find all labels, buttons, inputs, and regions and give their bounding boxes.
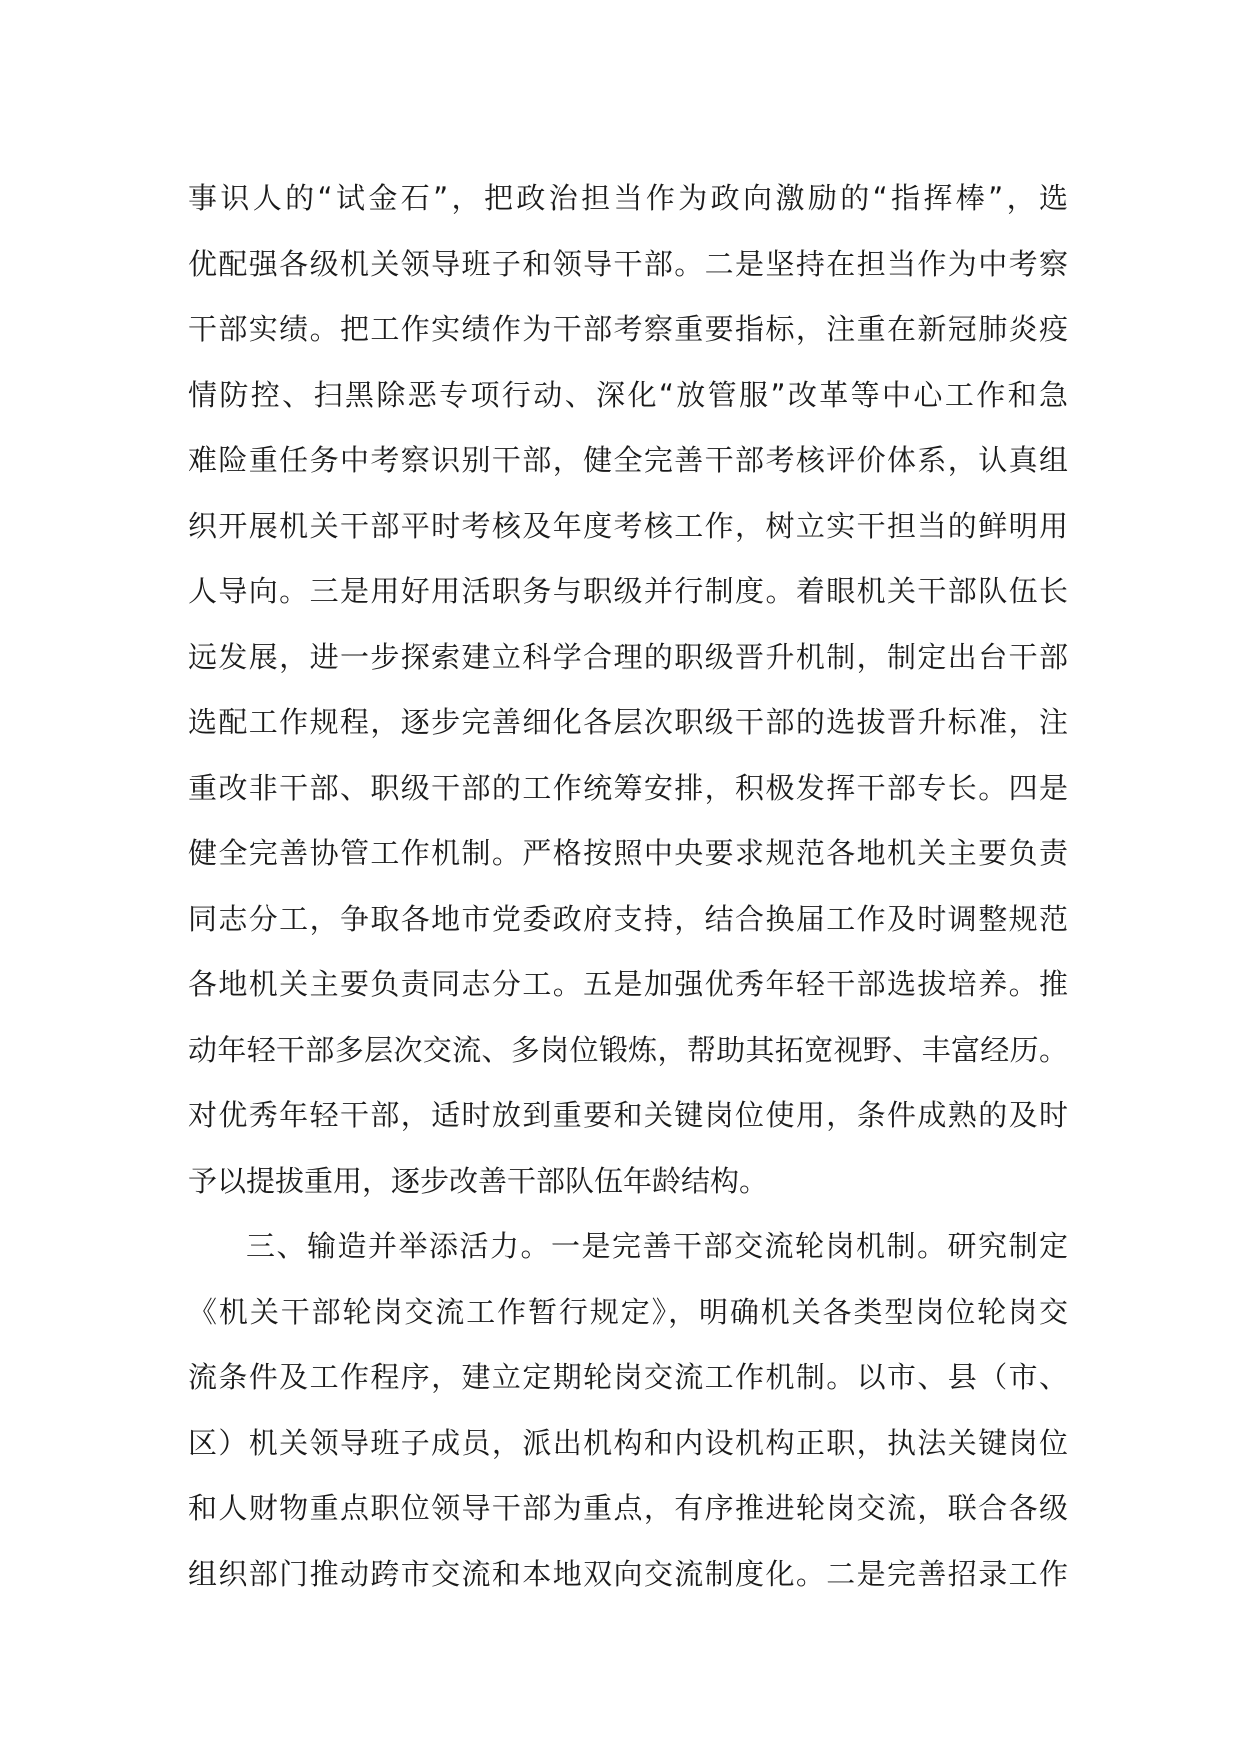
text-line-8: 远发展，进一步探索建立科学合理的职级晋升机制，制定出台干部 (188, 639, 1068, 674)
text-line-4: 情防控、扫黑除恶专项行动、深化“放管服”改革等中心工作和急 (188, 377, 1068, 412)
text-line-17: 三、输造并举添活力。一是完善干部交流轮岗机制。研究制定 (246, 1229, 1068, 1263)
text-line-3: 干部实绩。把工作实绩作为干部考察重要指标，注重在新冠肺炎疫 (188, 312, 1068, 346)
text-line-21: 和人财物重点职位领导干部为重点，有序推进轮岗交流，联合各级 (188, 1491, 1068, 1525)
text-line-7: 人导向。三是用好用活职务与职级并行制度。着眼机关干部队伍长 (188, 574, 1068, 608)
text-line-6: 织开展机关干部平时考核及年度考核工作，树立实干担当的鲜明用 (188, 508, 1068, 543)
text-line-14: 动年轻干部多层次交流、多岗位锻炼，帮助其拓宽视野、丰富经历。 (188, 1032, 1068, 1067)
text-line-18: 《机关干部轮岗交流工作暂行规定》，明确机关各类型岗位轮岗交 (188, 1294, 1068, 1329)
body-text (188, 166, 1068, 1607)
text-line-13: 各地机关主要负责同志分工。五是加强优秀年轻干部选拔培养。推 (188, 967, 1068, 1001)
text-line-10: 重改非干部、职级干部的工作统筹安排，积极发挥干部专长。四是 (188, 770, 1068, 805)
text-line-19: 流条件及工作程序，建立定期轮岗交流工作机制。以市、县（市、 (188, 1360, 1068, 1394)
text-line-5: 难险重任务中考察识别干部，健全完善干部考核评价体系，认真组 (188, 443, 1068, 477)
text-line-11: 健全完善协管工作机制。严格按照中央要求规范各地机关主要负责 (188, 836, 1068, 870)
text-line-22: 组织部门推动跨市交流和本地双向交流制度化。二是完善招录工作 (188, 1556, 1068, 1591)
text-line-20: 区）机关领导班子成员，派出机构和内设机构正职，执法关键岗位 (188, 1425, 1068, 1460)
text-line-12: 同志分工，争取各地市党委政府支持，结合换届工作及时调整规范 (188, 901, 1068, 936)
text-line-1: 事识人的“试金石”，把政治担当作为政向激励的“指挥棒”，选 (188, 181, 1068, 215)
text-line-2: 优配强各级机关领导班子和领导干部。二是坚持在担当作为中考察 (188, 246, 1068, 281)
text-line-9: 选配工作规程，逐步完善细化各层次职级干部的选拔晋升标准，注 (188, 705, 1068, 739)
text-line-15: 对优秀年轻干部，适时放到重要和关键岗位使用，条件成熟的及时 (188, 1098, 1068, 1132)
text-line-16: 予以提拔重用，逐步改善干部队伍年龄结构。 (188, 1163, 769, 1198)
